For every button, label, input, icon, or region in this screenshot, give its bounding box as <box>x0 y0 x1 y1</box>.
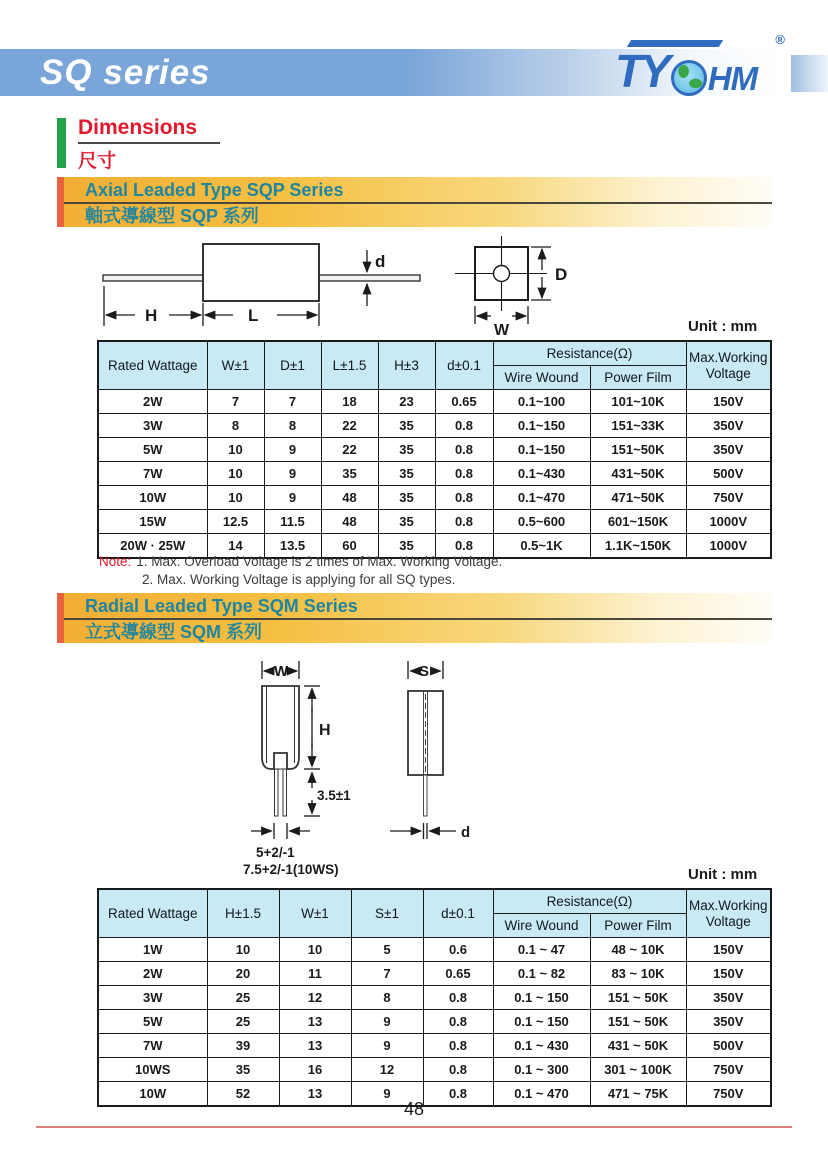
column-header-wire-wound: Wire Wound <box>493 366 590 390</box>
column-header-max-working-voltage: Max.Working Voltage <box>686 341 771 390</box>
note-block <box>99 553 502 589</box>
unit-label-axial: Unit : mm <box>688 318 758 335</box>
table-cell: 0.65 <box>423 962 493 986</box>
table-cell: 11.5 <box>264 510 321 534</box>
table-cell: 431~50K <box>590 462 686 486</box>
axial-label-d: d <box>375 252 386 271</box>
table-cell: 0.8 <box>435 510 493 534</box>
table-cell: 13 <box>279 1034 351 1058</box>
column-header-rated-wattage: Rated Wattage <box>98 341 207 390</box>
table-cell: 5W <box>98 1010 207 1034</box>
table-cell: 150V <box>686 390 771 414</box>
column-header-dia: d±0.1 <box>435 341 493 390</box>
table-cell: 150V <box>686 938 771 962</box>
column-header-power-film: Power Film <box>590 366 686 390</box>
table-cell: 0.8 <box>435 462 493 486</box>
radial-banner-title: Radial Leaded Type SQM Series <box>85 596 358 616</box>
table-cell: 11 <box>279 962 351 986</box>
table-cell: 48 <box>321 486 378 510</box>
column-header-h: H±1.5 <box>207 889 279 938</box>
table-cell: 1.1K~150K <box>590 534 686 559</box>
table-cell: 10 <box>207 938 279 962</box>
column-header-power-film: Power Film <box>590 914 686 938</box>
table-cell: 20W · 25W <box>98 534 207 559</box>
table-row <box>98 462 771 486</box>
table-row <box>98 1058 771 1082</box>
table-row <box>98 390 771 414</box>
table-cell: 0.1~470 <box>493 486 590 510</box>
table-cell: 0.1~150 <box>493 438 590 462</box>
table-cell: 35 <box>378 438 435 462</box>
header-edge-decoration <box>791 55 828 92</box>
table-cell: 2W <box>98 962 207 986</box>
table-cell: 60 <box>321 534 378 559</box>
table-cell: 0.65 <box>435 390 493 414</box>
table-cell: 601~150K <box>590 510 686 534</box>
radial-label-w: W <box>274 663 289 680</box>
table-cell: 9 <box>264 462 321 486</box>
unit-label-radial: Unit : mm <box>688 866 758 883</box>
table-cell: 9 <box>351 1034 423 1058</box>
column-header-h: H±3 <box>378 341 435 390</box>
table-row <box>98 1010 771 1034</box>
axial-dimension-diagram <box>95 236 775 336</box>
note-line-2: 2. Max. Working Voltage is applying for all SQ types. <box>142 572 456 587</box>
column-header-resistance: Resistance(Ω) <box>493 889 686 914</box>
table-cell: 35 <box>321 462 378 486</box>
column-header-rated-wattage: Rated Wattage <box>98 889 207 938</box>
table-cell: 750V <box>686 486 771 510</box>
table-cell: 22 <box>321 414 378 438</box>
table-cell: 0.1~430 <box>493 462 590 486</box>
column-header-w: W±1 <box>207 341 264 390</box>
table-cell: 10W <box>98 1082 207 1107</box>
table-cell: 0.1~100 <box>493 390 590 414</box>
table-cell: 12 <box>351 1058 423 1082</box>
radial-label-pitch-1: 5+2/-1 <box>256 845 295 860</box>
table-cell: 52 <box>207 1082 279 1107</box>
page-title: SQ series <box>40 53 211 92</box>
column-header-s: S±1 <box>351 889 423 938</box>
radial-label-s: S <box>419 663 430 680</box>
footer-rule <box>36 1126 792 1128</box>
table-cell: 14 <box>207 534 264 559</box>
radial-banner <box>57 593 772 643</box>
table-cell: 0.8 <box>435 438 493 462</box>
axial-label-big-d: D <box>555 265 568 284</box>
table-cell: 10 <box>207 462 264 486</box>
table-cell: 5W <box>98 438 207 462</box>
table-cell: 23 <box>378 390 435 414</box>
column-header-w: W±1 <box>279 889 351 938</box>
table-cell: 12.5 <box>207 510 264 534</box>
page-number: 48 <box>403 1099 425 1119</box>
table-row <box>98 962 771 986</box>
table-cell: 12 <box>279 986 351 1010</box>
column-header-max-working-voltage: Max.Working Voltage <box>686 889 771 938</box>
table-cell: 35 <box>378 486 435 510</box>
radial-label-lead-length: 3.5±1 <box>317 788 351 803</box>
table-row <box>98 438 771 462</box>
column-header-dia: d±0.1 <box>423 889 493 938</box>
table-cell: 48 ~ 10K <box>590 938 686 962</box>
table-cell: 7 <box>264 390 321 414</box>
table-cell: 35 <box>378 510 435 534</box>
axial-banner <box>57 177 772 227</box>
table-cell: 151~33K <box>590 414 686 438</box>
column-header-l: L±1.5 <box>321 341 378 390</box>
table-cell: 9 <box>264 438 321 462</box>
column-header-resistance: Resistance(Ω) <box>493 341 686 366</box>
table-cell: 5 <box>351 938 423 962</box>
table-cell: 750V <box>686 1082 771 1107</box>
table-cell: 48 <box>321 510 378 534</box>
column-header-wire-wound: Wire Wound <box>493 914 590 938</box>
table-cell: 0.8 <box>423 986 493 1010</box>
table-cell: 9 <box>351 1082 423 1107</box>
radial-label-d: d <box>461 824 471 841</box>
axial-label-w: W <box>494 322 510 336</box>
table-cell: 0.1 ~ 300 <box>493 1058 590 1082</box>
table-cell: 471 ~ 75K <box>590 1082 686 1107</box>
table-cell: 0.5~600 <box>493 510 590 534</box>
table-cell: 0.6 <box>423 938 493 962</box>
logo-text-ty: TY <box>615 45 668 97</box>
table-cell: 301 ~ 100K <box>590 1058 686 1082</box>
table-cell: 3W <box>98 414 207 438</box>
table-cell: 10 <box>207 438 264 462</box>
table-cell: 1000V <box>686 510 771 534</box>
radial-dimension-diagram <box>230 653 560 885</box>
table-cell: 0.8 <box>435 486 493 510</box>
table-cell: 0.8 <box>435 534 493 559</box>
table-cell: 0.1 ~ 470 <box>493 1082 590 1107</box>
table-cell: 13 <box>279 1010 351 1034</box>
axial-banner-title: Axial Leaded Type SQP Series <box>85 180 344 200</box>
table-cell: 9 <box>351 1010 423 1034</box>
table-cell: 22 <box>321 438 378 462</box>
table-cell: 39 <box>207 1034 279 1058</box>
radial-label-pitch-2: 7.5+2/-1(10WS) <box>243 862 339 877</box>
radial-label-h: H <box>319 722 331 739</box>
table-cell: 350V <box>686 414 771 438</box>
section-title-rule <box>78 142 220 144</box>
table-cell: 20 <box>207 962 279 986</box>
table-cell: 0.1 ~ 82 <box>493 962 590 986</box>
table-cell: 1000V <box>686 534 771 559</box>
table-cell: 18 <box>321 390 378 414</box>
table-row <box>98 414 771 438</box>
table-cell: 151 ~ 50K <box>590 986 686 1010</box>
table-cell: 16 <box>279 1058 351 1082</box>
table-cell: 350V <box>686 986 771 1010</box>
table-cell: 1W <box>98 938 207 962</box>
table-cell: 8 <box>264 414 321 438</box>
table-cell: 101~10K <box>590 390 686 414</box>
table-cell: 7W <box>98 462 207 486</box>
table-cell: 7 <box>351 962 423 986</box>
table-cell: 0.1~150 <box>493 414 590 438</box>
column-header-d: D±1 <box>264 341 321 390</box>
table-cell: 13 <box>279 1082 351 1107</box>
axial-banner-title-chinese: 軸式導線型 SQP 系列 <box>85 206 259 226</box>
table-cell: 35 <box>378 534 435 559</box>
radial-banner-title-chinese: 立式導線型 SQM 系列 <box>85 622 263 642</box>
table-cell: 7 <box>207 390 264 414</box>
table-cell: 471~50K <box>590 486 686 510</box>
table-cell: 0.8 <box>423 1082 493 1107</box>
table-cell: 0.1 ~ 47 <box>493 938 590 962</box>
tyohm-logo <box>615 32 787 100</box>
table-cell: 2W <box>98 390 207 414</box>
table-cell: 35 <box>207 1058 279 1082</box>
axial-label-l: L <box>248 306 259 325</box>
axial-label-h: H <box>145 306 158 325</box>
table-cell: 10WS <box>98 1058 207 1082</box>
table-cell: 350V <box>686 438 771 462</box>
table-row <box>98 986 771 1010</box>
table-cell: 35 <box>378 414 435 438</box>
table-cell: 151~50K <box>590 438 686 462</box>
table-cell: 9 <box>264 486 321 510</box>
table-cell: 25 <box>207 1010 279 1034</box>
section-title-chinese: 尺寸 <box>78 151 117 172</box>
registered-mark: ® <box>775 32 785 47</box>
note-line-1: 1. Max. Overload Voltage is 2 times of Max. Working Voltage. <box>136 554 503 569</box>
table-cell: 0.8 <box>423 1058 493 1082</box>
table-cell: 0.1 ~ 150 <box>493 1010 590 1034</box>
table-cell: 83 ~ 10K <box>590 962 686 986</box>
table-cell: 10 <box>279 938 351 962</box>
table-row <box>98 486 771 510</box>
logo-text-hm: HM <box>707 60 758 97</box>
table-cell: 3W <box>98 986 207 1010</box>
table-cell: 150V <box>686 962 771 986</box>
table-cell: 151 ~ 50K <box>590 1010 686 1034</box>
table-cell: 7W <box>98 1034 207 1058</box>
table-cell: 25 <box>207 986 279 1010</box>
section-title: Dimensions <box>78 116 198 139</box>
table-cell: 15W <box>98 510 207 534</box>
radial-table <box>97 888 772 1107</box>
table-cell: 0.8 <box>423 1034 493 1058</box>
note-label: Note: <box>99 554 132 569</box>
table-cell: 10 <box>207 486 264 510</box>
table-cell: 500V <box>686 462 771 486</box>
axial-table <box>97 340 772 559</box>
table-cell: 0.1 ~ 430 <box>493 1034 590 1058</box>
table-cell: 35 <box>378 462 435 486</box>
table-row <box>98 938 771 962</box>
table-cell: 8 <box>207 414 264 438</box>
table-cell: 431 ~ 50K <box>590 1034 686 1058</box>
table-cell: 10W <box>98 486 207 510</box>
globe-icon <box>671 60 707 96</box>
table-row <box>98 510 771 534</box>
table-cell: 0.8 <box>423 1010 493 1034</box>
table-cell: 750V <box>686 1058 771 1082</box>
table-cell: 8 <box>351 986 423 1010</box>
table-cell: 13.5 <box>264 534 321 559</box>
table-cell: 500V <box>686 1034 771 1058</box>
table-cell: 0.1 ~ 150 <box>493 986 590 1010</box>
table-cell: 350V <box>686 1010 771 1034</box>
section-green-bar <box>57 118 66 168</box>
table-cell: 0.8 <box>435 414 493 438</box>
table-row <box>98 1034 771 1058</box>
table-cell: 0.5~1K <box>493 534 590 559</box>
